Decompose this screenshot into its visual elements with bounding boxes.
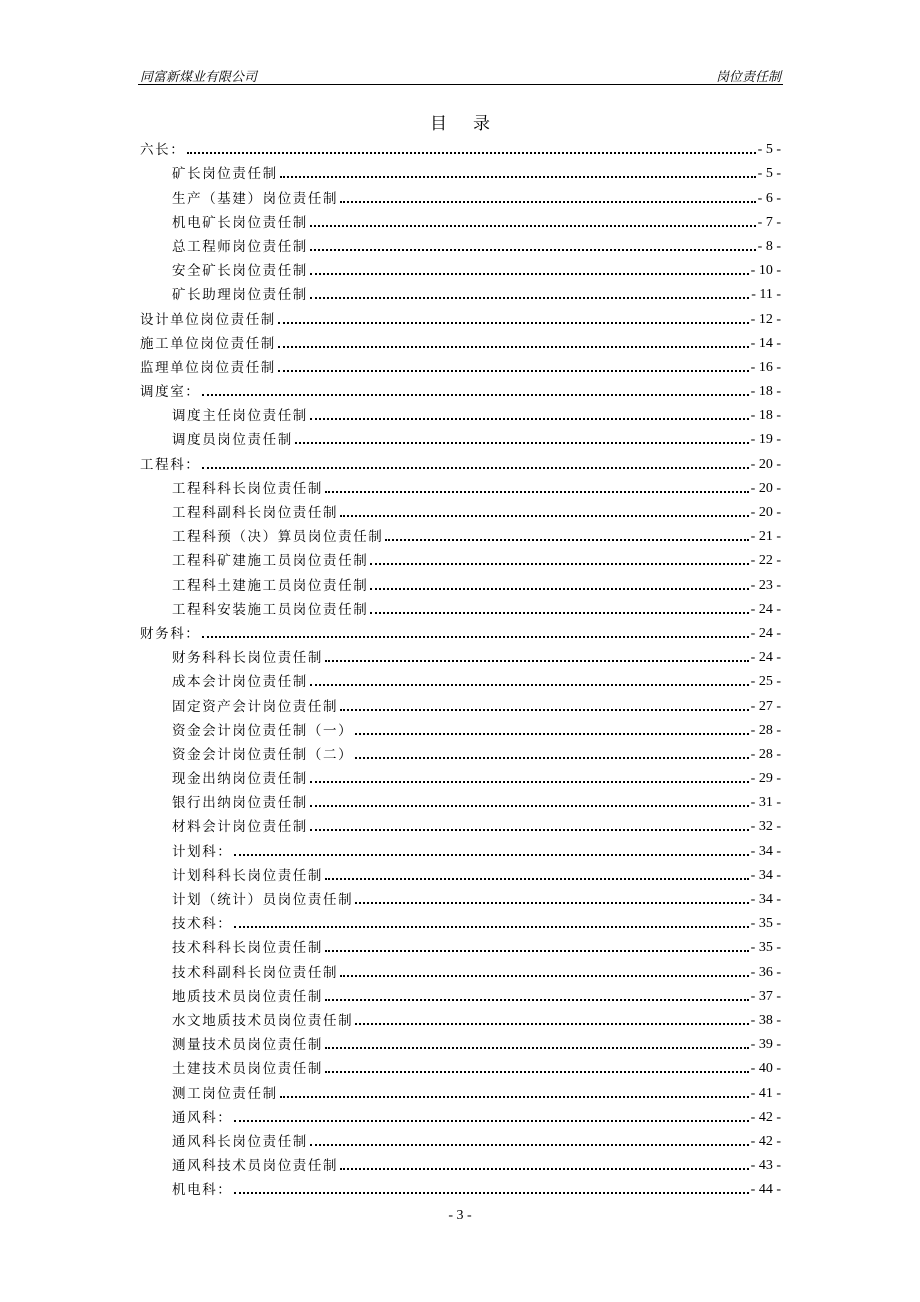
- toc-entry[interactable]: [140, 328, 781, 352]
- toc-entry-page: - 21 -: [750, 529, 781, 545]
- toc-dot-leader: [310, 1144, 749, 1146]
- toc-entry[interactable]: [140, 618, 781, 642]
- toc-entry[interactable]: [140, 715, 781, 739]
- toc-entry[interactable]: [140, 376, 781, 400]
- toc-entry-label: 设计单位岗位责任制: [140, 311, 276, 328]
- toc-dot-leader: [234, 1120, 748, 1122]
- toc-entry-page: - 24 -: [750, 650, 781, 666]
- toc-entry[interactable]: [140, 207, 781, 231]
- toc-entry-page: - 12 -: [750, 311, 781, 327]
- toc-entry-label: 工程科矿建施工员岗位责任制: [172, 553, 369, 570]
- toc-entry-label: 资金会计岗位责任制（二）: [172, 746, 354, 763]
- toc-entry-page: - 18 -: [750, 408, 781, 424]
- toc-entry-label: 工程科预（决）算员岗位责任制: [172, 529, 384, 546]
- toc-entry[interactable]: [140, 811, 781, 835]
- toc-entry-label: 矿长岗位责任制: [172, 166, 278, 183]
- toc-entry-page: - 20 -: [750, 456, 781, 472]
- toc-dot-leader: [355, 1023, 748, 1025]
- toc-entry-label: 财务科：: [140, 625, 201, 642]
- toc-entry-label: 材料会计岗位责任制: [172, 819, 308, 836]
- toc-dot-leader: [340, 975, 749, 977]
- toc-dot-leader: [310, 805, 749, 807]
- header-company: 同富新煤业有限公司: [140, 70, 258, 85]
- toc-entry-page: - 31 -: [750, 795, 781, 811]
- toc-entry[interactable]: [140, 182, 781, 206]
- toc-dot-leader: [355, 902, 748, 904]
- toc-dot-leader: [310, 418, 749, 420]
- toc-dot-leader: [234, 926, 748, 928]
- toc-entry-page: - 42 -: [750, 1109, 781, 1125]
- toc-entry-label: 工程科土建施工员岗位责任制: [172, 577, 369, 594]
- toc-entry-label: 机电科：: [172, 1182, 233, 1199]
- toc-dot-leader: [310, 249, 756, 251]
- toc-entry[interactable]: [140, 642, 781, 666]
- toc-entry-label: 银行出纳岗位责任制: [172, 795, 308, 812]
- toc-dot-leader: [310, 829, 749, 831]
- toc-entry[interactable]: [140, 666, 781, 690]
- toc-dot-leader: [280, 1096, 749, 1098]
- toc-entry[interactable]: [140, 739, 781, 763]
- toc-entry-label: 技术科副科长岗位责任制: [172, 964, 339, 981]
- toc-entry[interactable]: [140, 279, 781, 303]
- toc-entry[interactable]: [140, 884, 781, 908]
- toc-entry[interactable]: [140, 473, 781, 497]
- toc-entry-label: 通风科长岗位责任制: [172, 1133, 308, 1150]
- toc-entry-page: - 32 -: [750, 819, 781, 835]
- toc-entry-label: 测工岗位责任制: [172, 1085, 278, 1102]
- toc-dot-leader: [325, 491, 749, 493]
- toc-entry-page: - 23 -: [750, 577, 781, 593]
- toc-dot-leader: [202, 467, 748, 469]
- toc-entry-page: - 24 -: [750, 601, 781, 617]
- toc-entry-page: - 39 -: [750, 1037, 781, 1053]
- toc-dot-leader: [325, 950, 749, 952]
- toc-entry-label: 通风科：: [172, 1109, 233, 1126]
- toc-entry-label: 调度员岗位责任制: [172, 432, 293, 449]
- toc-dot-leader: [234, 1192, 748, 1194]
- toc-dot-leader: [340, 709, 749, 711]
- toc-entry-label: 水文地质技术员岗位责任制: [172, 1012, 354, 1029]
- toc-entry-label: 技术科：: [172, 916, 233, 933]
- toc-entry-page: - 16 -: [750, 359, 781, 375]
- toc-dot-leader: [234, 854, 748, 856]
- toc-entry-label: 地质技术员岗位责任制: [172, 988, 323, 1005]
- toc-entry-label: 调度室：: [140, 384, 201, 401]
- toc-entry[interactable]: [140, 1053, 781, 1077]
- toc-entry-page: - 35 -: [750, 940, 781, 956]
- toc-entry-page: - 34 -: [750, 892, 781, 907]
- toc-entry-label: 工程科：: [140, 456, 201, 473]
- toc-entry-page: - 29 -: [750, 771, 781, 787]
- toc-dot-leader: [325, 878, 749, 880]
- toc-entry[interactable]: [140, 1077, 781, 1101]
- toc-entry-label: 总工程师岗位责任制: [172, 238, 308, 255]
- toc-entry-page: - 42 -: [750, 1133, 781, 1149]
- toc-dot-leader: [325, 1071, 749, 1073]
- toc-entry-page: - 41 -: [750, 1085, 781, 1101]
- toc-dot-leader: [310, 273, 749, 275]
- toc-dot-leader: [340, 1168, 749, 1170]
- toc-entry-label: 机电矿长岗位责任制: [172, 214, 308, 231]
- toc-dot-leader: [278, 346, 749, 348]
- toc-entry[interactable]: [140, 352, 781, 376]
- toc-dot-leader: [278, 322, 749, 324]
- toc-entry[interactable]: [140, 1102, 781, 1126]
- toc-entry-label: 工程科安装施工员岗位责任制: [172, 601, 369, 618]
- toc-entry[interactable]: [140, 521, 781, 545]
- toc-entry-page: - 34 -: [750, 843, 781, 859]
- toc-entry-page: - 36 -: [750, 964, 781, 980]
- toc-entry[interactable]: [140, 1005, 781, 1029]
- toc-entry[interactable]: [140, 497, 781, 521]
- toc-dot-leader: [202, 394, 748, 396]
- toc-entry[interactable]: [140, 1029, 781, 1053]
- toc-entry-label: 通风科技术员岗位责任制: [172, 1158, 339, 1175]
- toc-entry[interactable]: [140, 860, 781, 884]
- toc-entry[interactable]: [140, 956, 781, 980]
- toc-entry-label: 固定资产会计岗位责任制: [172, 698, 339, 715]
- toc-entry-label: 工程科科长岗位责任制: [172, 480, 323, 497]
- toc-dot-leader: [340, 515, 749, 517]
- toc-entry-page: - 40 -: [750, 1061, 781, 1077]
- toc-entry-page: - 37 -: [750, 988, 781, 1004]
- toc-entry[interactable]: [140, 1150, 781, 1174]
- toc-entry-page: - 44 -: [750, 1182, 781, 1198]
- toc-entry-label: 施工单位岗位责任制: [140, 335, 276, 352]
- toc-entry-label: 土建技术员岗位责任制: [172, 1061, 323, 1078]
- toc-entry-page: - 20 -: [750, 480, 781, 496]
- toc-dot-leader: [370, 612, 748, 614]
- toc-dot-leader: [310, 684, 749, 686]
- toc-entry-label: 财务科科长岗位责任制: [172, 650, 323, 667]
- toc-entry-label: 资金会计岗位责任制（一）: [172, 722, 354, 739]
- toc-entry[interactable]: [140, 594, 781, 618]
- toc-entry[interactable]: [140, 1174, 781, 1198]
- toc-entry-page: - 25 -: [750, 674, 781, 690]
- toc-dot-leader: [310, 781, 749, 783]
- toc-entry-page: - 34 -: [750, 867, 781, 883]
- toc-entry-label: 现金出纳岗位责任制: [172, 771, 308, 788]
- toc-entry-page: - 10 -: [750, 263, 781, 279]
- toc-entry[interactable]: [140, 932, 781, 956]
- toc-entry[interactable]: [140, 569, 781, 593]
- toc-entry[interactable]: [140, 303, 781, 327]
- toc-dot-leader: [187, 152, 755, 154]
- toc-entry-page: - 5 -: [757, 142, 781, 158]
- page-number: - 3 -: [448, 1208, 472, 1223]
- toc-entry-label: 测量技术员岗位责任制: [172, 1037, 323, 1054]
- toc-dot-leader: [325, 999, 749, 1001]
- page-header: [138, 64, 783, 85]
- toc-entry-label: 调度主任岗位责任制: [172, 408, 308, 425]
- toc-entry-label: 安全矿长岗位责任制: [172, 263, 308, 280]
- toc-entry-label: 工程科副科长岗位责任制: [172, 505, 339, 521]
- table-of-contents: [140, 134, 781, 1198]
- toc-entry[interactable]: [140, 134, 781, 158]
- toc-title: 目录: [430, 114, 516, 134]
- toc-entry-label: 监理单位岗位责任制: [140, 359, 276, 376]
- toc-entry[interactable]: [140, 908, 781, 932]
- toc-entry[interactable]: [140, 1126, 781, 1150]
- toc-entry-page: - 22 -: [750, 553, 781, 569]
- toc-entry[interactable]: [140, 690, 781, 714]
- toc-entry-page: - 28 -: [750, 746, 781, 762]
- toc-dot-leader: [385, 539, 748, 541]
- toc-entry-page: - 6 -: [757, 190, 781, 206]
- toc-dot-leader: [355, 757, 748, 759]
- toc-entry[interactable]: [140, 158, 781, 182]
- toc-entry-page: - 27 -: [750, 698, 781, 714]
- toc-entry[interactable]: [140, 763, 781, 787]
- toc-entry[interactable]: [140, 545, 781, 569]
- toc-entry-page: - 35 -: [750, 916, 781, 932]
- toc-dot-leader: [310, 225, 756, 227]
- toc-entry-page: - 11 -: [751, 287, 781, 303]
- toc-entry-page: - 20 -: [750, 505, 781, 520]
- toc-dot-leader: [370, 563, 748, 565]
- toc-dot-leader: [355, 733, 748, 735]
- toc-dot-leader: [340, 201, 756, 203]
- toc-dot-leader: [295, 442, 749, 444]
- toc-entry[interactable]: [140, 424, 781, 448]
- toc-entry-page: - 38 -: [750, 1012, 781, 1028]
- toc-entry[interactable]: [140, 231, 781, 255]
- toc-entry-label: 计划（统计）员岗位责任制: [172, 892, 354, 908]
- toc-entry[interactable]: [140, 835, 781, 859]
- header-doc-title: 岗位责任制: [715, 70, 781, 85]
- toc-entry-label: 计划科科长岗位责任制: [172, 867, 323, 884]
- toc-entry-page: - 28 -: [750, 722, 781, 738]
- toc-dot-leader: [310, 297, 749, 299]
- toc-entry-page: - 8 -: [757, 238, 781, 254]
- toc-dot-leader: [278, 370, 749, 372]
- toc-entry-label: 成本会计岗位责任制: [172, 674, 308, 691]
- toc-entry-label: 六长：: [140, 142, 186, 159]
- toc-entry-page: - 19 -: [750, 432, 781, 448]
- toc-dot-leader: [370, 588, 748, 590]
- toc-entry[interactable]: [140, 981, 781, 1005]
- toc-entry-page: - 7 -: [757, 214, 781, 230]
- toc-entry-label: 计划科：: [172, 843, 233, 860]
- toc-entry-page: - 5 -: [757, 166, 781, 182]
- toc-dot-leader: [325, 1047, 749, 1049]
- toc-entry[interactable]: [140, 448, 781, 472]
- toc-entry[interactable]: [140, 400, 781, 424]
- toc-entry-page: - 14 -: [750, 335, 781, 351]
- toc-dot-leader: [202, 636, 748, 638]
- toc-entry-label: 技术科科长岗位责任制: [172, 940, 323, 957]
- toc-entry-label: 生产（基建）岗位责任制: [172, 190, 339, 207]
- toc-entry-page: - 43 -: [750, 1158, 781, 1174]
- toc-dot-leader: [325, 660, 749, 662]
- toc-entry-label: 矿长助理岗位责任制: [172, 287, 308, 304]
- toc-entry-page: - 18 -: [750, 384, 781, 400]
- toc-entry-page: - 24 -: [750, 625, 781, 641]
- toc-entry[interactable]: [140, 255, 781, 279]
- toc-entry[interactable]: [140, 787, 781, 811]
- toc-dot-leader: [280, 176, 756, 178]
